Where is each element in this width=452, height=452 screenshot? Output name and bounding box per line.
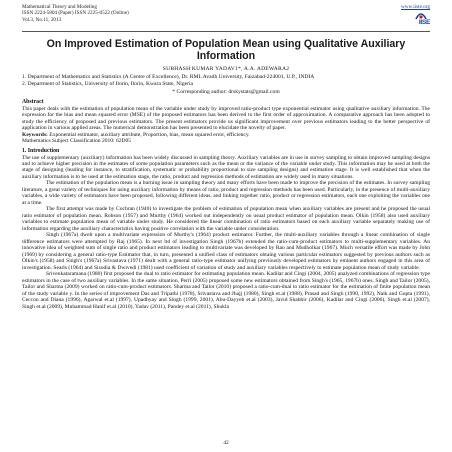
journal-name: Mathematical Theory and Modeling [22,4,97,10]
affiliation-2: 2. Department of Statistics, University of Ilorin, Ilorin, Kwara State, Nigeria [22,81,194,88]
abstract-text: This paper deals with the estimation of population mean of the variable under study by improved ratio-product type exponential estimator using qualitative auxiliary information. The expression for the bias and mean squared error (MSE) of the proposed estimators has been derived to the first order of approximation. A comparative approach has been adopted to study the efficiency of proposed and previous estimators. The present estimators provide us significant improvement over previous estimators leading to the better perspective of application in various applied areas. The numerical demonstration has been presented to elucidate the novelty of paper. [22,105,430,132]
journal-info [22,4,129,23]
journal-url-link[interactable]: www.iiste.org [401,4,430,10]
keywords-label: Keywords: [22,131,48,138]
paper-authors: SUBHASH KUMAR YADAV1*, A.A. ADEWARA2 [162,65,290,72]
page-number: 42 [223,440,229,446]
iiste-logo-icon [413,11,430,30]
paper-title: On Improved Estimation of Population Mean using Qualitative Auxiliary Information [46,38,406,63]
corresponding-email: * Corresponding author: drskystats@gmail.com [172,89,280,95]
journal-volume: Vol.3, No.11, 2013 [22,16,62,23]
keywords-text: Exponential estimator, auxiliary attribute, Proportion, bias, mean squared error, efficiency. [49,131,250,138]
intro-paragraph-4: Singh (1967a) dwelt upon a multivariate expression of Murthy's (1964) product estimator. Further, the multi-auxiliary variables through a linear combination of single difference estimators were attempted by Raj (1965). In next ltd of investigation Singh (1967b) extended the ratio-cum-product estimators to multi-supplementary variables. An innovative idea of weighted sum of single ratio and product estimators leading to multivariate was developed by Rao and Mudholkar (1967). Much versatile effort was made by John (1969) by considering a general ratio-type Estimator that, in turn, presented a unified class of estimators obtaing various particular estimators suggested by previous authors such as Olkin's (1958) and Singh's (1967a) Srivastava (1971) dealt with a general ratio-type estimator unifying previously developed estimators by eminent authors engaged in this area of investigation. Searls (1964) and Sisodia & Dwivedi (1981) used coefficient of variation of study and auxiliary variables respectively to estimate population mean of study variable. [22,232,430,271]
journal-brand [401,4,430,33]
journal-header [22,4,430,37]
intro-paragraph-3: The first attempt was made by Cochran (1940) to investigate the problem of estimation of population mean when auxiliary variables are present and he proposed the usual ratio estimator of population mean. Robson (1957) and Murthy (1964) worked out independently on usual product estimator of population mean. Olkin (1958) also used auxiliary variables to estimate population mean of variable under study. He considered the linear combination of ratio estimators based on each auxiliary variable separately making use of information regarding the auxiliary characteristics having positive correlation with the variable under consideration. [22,206,430,232]
header-divider [22,31,430,32]
intro-paragraph-1: The use of supplementary (auxiliary) information has been widely discussed in sampling theory. Auxiliary variables are in use in survey sampling to obtain improved sampling designs and to achieve higher precision in the estimates of some population parameters such as the mean or the variance of the variable under study. This information may be used at both the stage of designing (leading for instance, to stratification, systematic or probability proportional to size sampling designs) and estimation stage. It is well established that when the auxiliary information is to be used at the estimation stage, the ratio, product and regression methods of estimation are widely used in many situations. [22,154,430,180]
intro-paragraph-2: The estimation of the population mean is a burning issue in sampling theory and many efforts have been made to improve the precision of the estimates. In survey sampling literature, a great variety of techniques for using auxiliary information by means of ratio, product and regression methods has been used. Particularly, in the presence of multi-auxiliary variables, a wide variety of estimators have been proposed, following different ideas, and linking together ratio, product or regression estimators, each one exploiting the variables one at a time. [22,180,430,206]
intro-paragraph-5: Srivenkataramana (1980) first proposed the dual to ratio estimator for estimating population mean. Kadilar and Cingi (2004, 2005) analyzed combinations of regression type estimators in the case of two auxiliary variables. In the same situation, Perri (2005) proposed some new estimators obtained from Singh's (1965, 1967b) ones. Singh and Tailor (2005), Tailor and Sharma (2009) worked on ratio-cum-product estimators. Sharma and Tailor (2010) proposed a ratio-cum-dual to ratio estimator for the estimation of finite population mean of the study variable y. In the series of improvement Das and Tripathi (1978), Srivastava and Jhajj (1980), Singh et.al (1988), Prasad and Singh (1990, 1992), Naik and Gupta (1991), Ceccon and Diana (1996), Agarwal et.al (1997), Upadhyay and Singh (1999, 2001), Abu-Dayyeh et.al (2003), Javid Shabbir (2006), Kadilar and Cingi (2006), Singh et.al (2007), Singh et.al (2009), Muhammad Hanif et.al (2010), Yadav (2011), Pandey et.al (2011), Shukla [22,271,430,310]
abstract-heading: Abstract [22,98,44,105]
affiliation-1: 1. Department of Mathematics and Statistics (A Centre of Excellence), Dr. RML Avadh University, Faizabad-224001, U.P., INDIA [22,73,315,80]
msc-line: Mathematics Subject Classification 2010: 62D05 [22,138,132,145]
introduction-heading: 1. Introduction [22,147,60,154]
logo-text: IISE [418,19,430,27]
journal-issn: ISSN 2224-5804 (Paper) ISSN 2225-0522 (Online) [22,10,129,17]
